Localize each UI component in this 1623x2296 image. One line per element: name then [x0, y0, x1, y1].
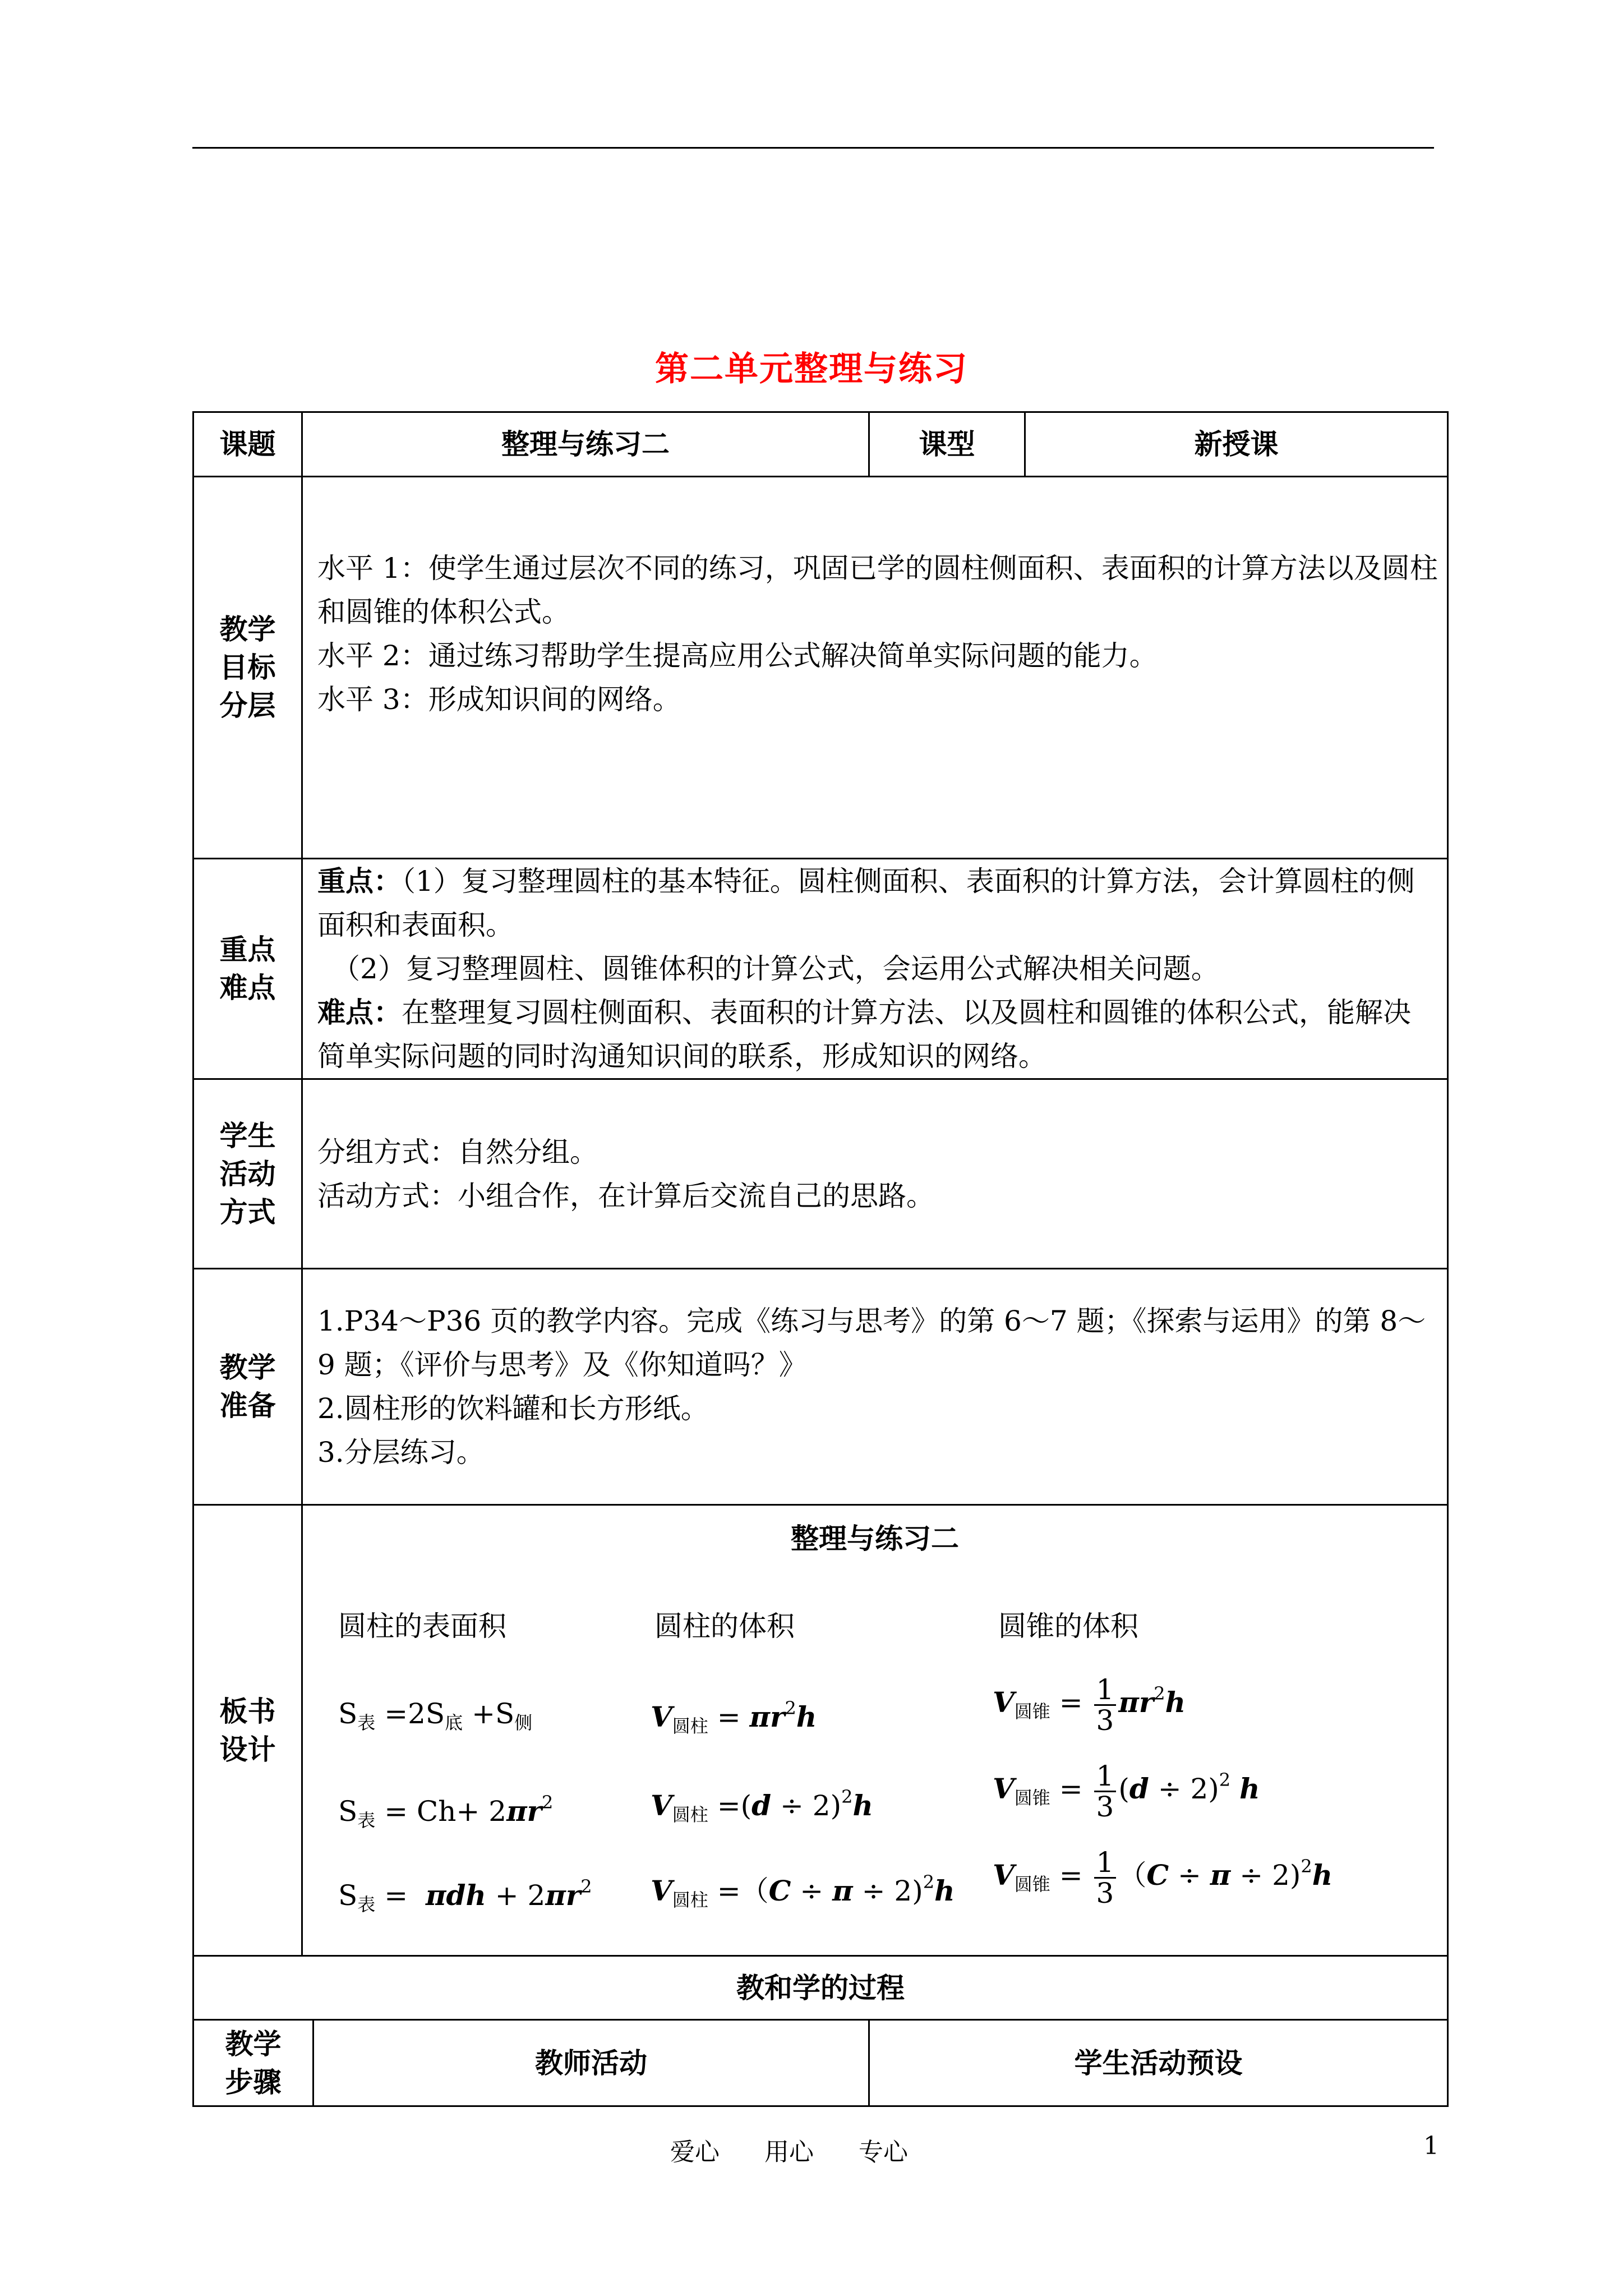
process-heading-row: [193, 1956, 1448, 2020]
board-col-cylinder-volume: 圆柱的体积: [654, 1610, 795, 1642]
activity-method: 活动方式：小组合作，在计算后交流自己的思路。: [317, 1179, 934, 1212]
topic-row: [193, 412, 1448, 477]
key-points-label: 重点 难点: [193, 859, 302, 1079]
key-points-content: [302, 859, 1448, 1079]
cylinder-volume-formula-2: $V_{圆柱} =(d \div 2)^2h$: [651, 1786, 873, 1825]
page-number: 1: [1423, 2132, 1439, 2160]
document-title: 第二单元整理与练习: [655, 349, 968, 389]
grouping-method: 分组方式：自然分组。: [317, 1135, 598, 1168]
preparation-label: 教学 准备: [193, 1269, 302, 1505]
cylinder-volume-formula-3: $V_{圆柱} =(C \div \pi \div 2)^2h$: [651, 1871, 955, 1911]
cylinder-volume-formula-1: $V_{圆柱} = \pi r^2h$: [651, 1697, 817, 1737]
type-value: 新授课: [1025, 412, 1448, 477]
cone-volume-formula-1: $V_{圆锥}$ = $\frac{1}{3}$ $\pi r^2h$: [993, 1673, 1186, 1737]
cone-volume-formula-2: $V_{圆锥}$ = $\frac{1}{3}$ $(d \div 2)^2$ h: [993, 1759, 1260, 1823]
preparation-item-1: 1.P34～P36 页的教学内容。完成《练习与思考》的第 6～7 题；《探索与运用》的第 8～9 题；《评价与思考》及《你知道吗？》: [317, 1305, 1426, 1381]
board-col-cone-volume: 圆锥的体积: [998, 1610, 1138, 1642]
objective-level-1: 水平 1：使学生通过层次不同的练习，巩固已学的圆柱侧面积、表面积的计算方法以及圆柱和圆锥的体积公式。: [317, 552, 1438, 628]
objectives-row: [193, 477, 1448, 859]
topic-label: 课题: [193, 412, 302, 477]
objectives-content: [302, 477, 1448, 859]
step-label: 教学 步骤: [193, 2020, 313, 2106]
board-design-content: [302, 1505, 1448, 1956]
lesson-plan-table: [192, 411, 1449, 2107]
one-third-fraction: $\frac{1}{3}$: [1094, 1761, 1117, 1821]
footer-item: 爱心: [670, 2138, 720, 2166]
activity-label: 学生 活动 方式: [193, 1079, 302, 1269]
teacher-activity-header: 教师活动: [313, 2020, 869, 2106]
footer-motto: [670, 2132, 953, 2168]
cone-volume-formula-3: $V_{圆锥}$ = $\frac{1}{3}$ （C ÷ π ÷ 2)$^2$h: [993, 1846, 1333, 1910]
footer-item: 专心: [859, 2138, 908, 2166]
one-third-fraction: $\frac{1}{3}$: [1094, 1675, 1117, 1735]
difficult-point: 难点：在整理复习圆柱侧面积、表面积的计算方法、以及圆柱和圆锥的体积公式，能解决简单实际问题的同时沟通知识间的联系，形成知识的网络。: [317, 996, 1411, 1073]
one-third-fraction: $\frac{1}{3}$: [1094, 1848, 1117, 1908]
preparation-item-2: 2.圆柱形的饮料罐和长方形纸。: [317, 1392, 709, 1425]
key-point-1: 重点：（1）复习整理圆柱的基本特征。圆柱侧面积、表面积的计算方法，会计算圆柱的侧面积和表面积。: [317, 865, 1415, 941]
footer-item: 用心: [764, 2138, 814, 2166]
preparation-row: [193, 1269, 1448, 1505]
topic-value: 整理与练习二: [302, 412, 869, 477]
board-title: 整理与练习二: [791, 1522, 959, 1555]
student-activity-header: 学生活动预设: [869, 2020, 1448, 2106]
activity-content: [302, 1079, 1448, 1269]
key-point-2: （2）复习整理圆柱、圆锥体积的计算公式，会运用公式解决相关问题。: [332, 953, 1219, 985]
activity-row: [193, 1079, 1448, 1269]
steps-header-row: [193, 2020, 1448, 2106]
board-design-row: [193, 1505, 1448, 1956]
surface-formula-2: $S_表 = Ch+ 2\pi r^2$: [338, 1792, 554, 1831]
objective-level-2: 水平 2：通过练习帮助学生提高应用公式解决简单实际问题的能力。: [317, 639, 1158, 672]
type-label: 课型: [869, 412, 1025, 477]
objective-level-3: 水平 3：形成知识间的网络。: [317, 683, 681, 716]
board-design-label: 板书 设计: [193, 1505, 302, 1956]
preparation-content: [302, 1269, 1448, 1505]
header-rule: [192, 147, 1434, 149]
preparation-item-3: 3.分层练习。: [317, 1436, 485, 1469]
process-heading: 教和学的过程: [193, 1956, 1448, 2020]
surface-formula-1: $S_表 =2S_底 +S_侧$: [338, 1697, 533, 1733]
board-col-surface: 圆柱的表面积: [338, 1610, 506, 1642]
surface-formula-3: $S_表 = \pi dh + 2\pi r^2$: [338, 1876, 592, 1915]
objectives-label: 教学 目标 分层: [193, 477, 302, 859]
key-points-row: [193, 859, 1448, 1079]
